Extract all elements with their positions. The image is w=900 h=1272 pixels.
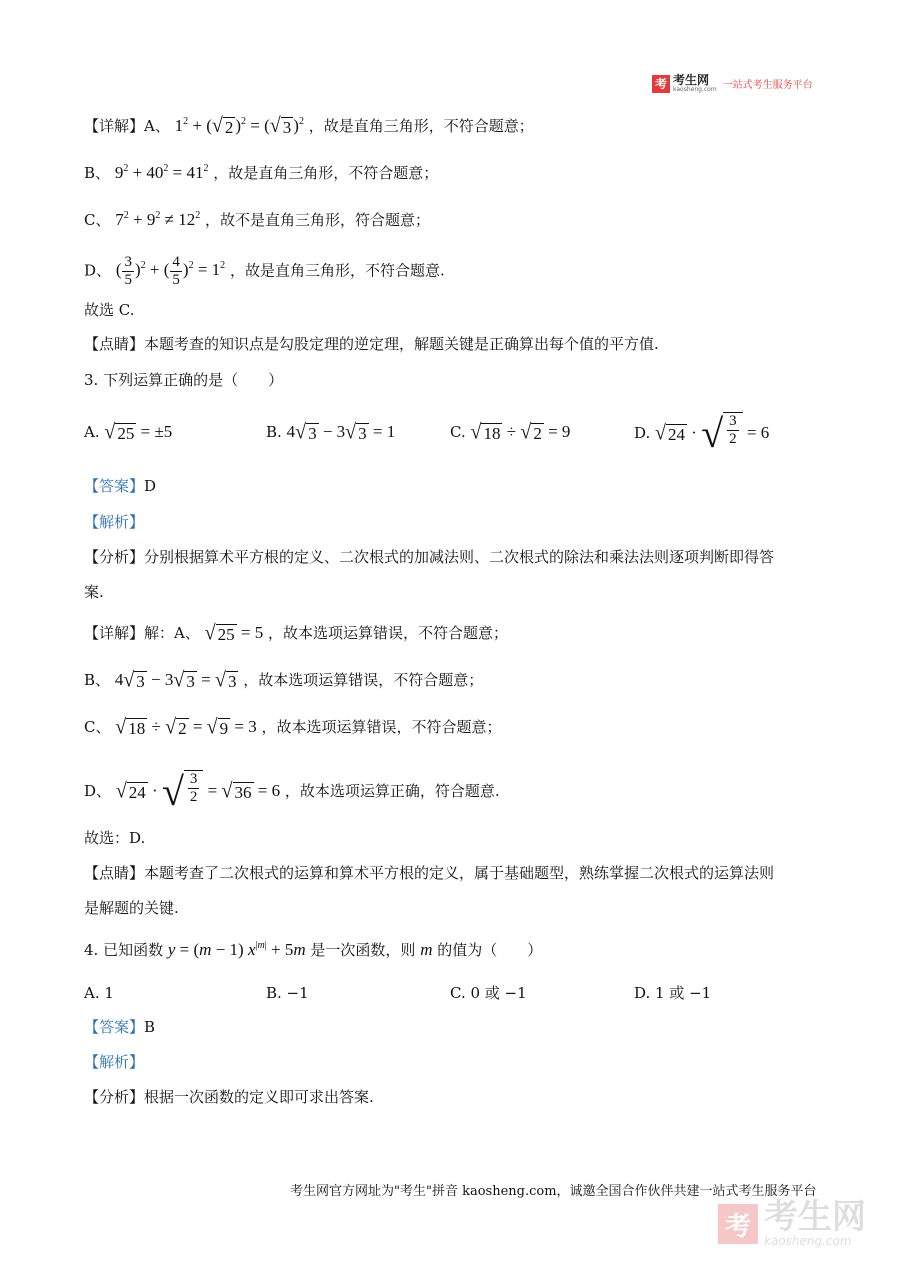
formula: √ 25 = ±5 <box>104 420 173 444</box>
header-logo <box>652 74 813 93</box>
q3-comment-line2: 是解题的关键. <box>84 899 179 917</box>
formula: $7^2 + 9^2 \ne 12^2$ <box>115 210 201 229</box>
stem-text: 的值为（ ） <box>437 941 543 959</box>
option-label: D、 <box>84 781 112 800</box>
option-label: D、 <box>84 261 112 280</box>
option-label: B. <box>266 423 282 441</box>
option-label: B、 <box>84 671 111 689</box>
q4-stem <box>84 938 542 962</box>
detail-text: ，故本选项运算错误，不符合题意； <box>243 671 484 689</box>
formula: 4 √ 3 − 3 √ 3 = √ 3 <box>114 668 237 692</box>
answer-value: B <box>144 1018 156 1036</box>
answer-tag: 【答案】 <box>84 1018 145 1036</box>
q4-analysis-tag: 【解析】 <box>84 1053 145 1071</box>
formula: √ 18 ÷ √ 2 = 9 <box>470 420 571 444</box>
q4-option-c: C. 0 或 −1 <box>450 984 527 1002</box>
q3-analysis-line1: 【分析】分别根据算术平方根的定义、二次根式的加减法则、二次根式的除法和乘法法则逐项判断即得答 <box>84 548 775 566</box>
option-label: C、 <box>84 718 111 736</box>
detail-text: ，故是直角三角形，不符合题意. <box>229 261 445 280</box>
q3-stem: 3. 下列运算正确的是（ ） <box>84 371 284 389</box>
q3-comment-line1: 【点睛】本题考查了二次根式的运算和算术平方根的定义，属于基础题型，熟练掌握二次根式的运算法则 <box>84 864 775 882</box>
q4-option-a: A. 1 <box>84 984 114 1002</box>
q3-analysis-line2: 案. <box>84 583 104 601</box>
q3-option-a <box>84 420 172 444</box>
q3-detail-d <box>84 770 500 814</box>
logo-url: kaosheng.com <box>673 86 717 93</box>
watermark-name: 考生网 <box>764 1197 866 1237</box>
stem-text: 是一次函数，则 <box>310 941 416 959</box>
logo-icon: 考 <box>652 75 670 93</box>
formula: √ 24 · √ $\frac{3}{2}$ = √ 36 = 6 <box>115 769 281 814</box>
q3-answer <box>84 474 156 498</box>
option-label: D. <box>634 423 651 442</box>
q4-option-b: B. −1 <box>266 984 309 1002</box>
q2-detail-d <box>84 254 445 289</box>
detail-text: ，故本选项运算错误，不符合题意； <box>267 624 508 642</box>
q3-choice: 故选：D. <box>84 829 146 847</box>
stem-text: 4. 已知函数 <box>84 941 164 959</box>
detail-text: ，故本选项运算错误，不符合题意； <box>261 718 502 736</box>
watermark <box>718 1197 866 1248</box>
formula: y = (m − 1) $x^{|m|} + 5m$ <box>167 940 306 959</box>
q2-choice: 故选 C. <box>84 301 135 319</box>
option-label: C、 <box>84 211 111 229</box>
logo-name: 考生网 <box>673 73 710 87</box>
detail-label: 【详解】解：A、 <box>84 624 200 642</box>
detail-text: ，故是直角三角形，不符合题意； <box>308 117 534 135</box>
option-label: A. <box>84 423 100 441</box>
q3-option-d <box>634 412 769 456</box>
q3-detail-c <box>84 715 502 739</box>
variable-m: m <box>420 940 433 959</box>
watermark-logo-icon: 考 <box>718 1204 758 1244</box>
q4-analysis: 【分析】根据一次函数的定义即可求出答案. <box>84 1088 374 1106</box>
answer-tag: 【答案】 <box>84 477 145 495</box>
q3-detail-b <box>84 668 483 692</box>
option-label: C. <box>450 423 466 441</box>
q3-option-b <box>266 420 395 444</box>
q2-detail-a <box>84 114 534 138</box>
q2-comment: 【点睛】本题考查的知识点是勾股定理的逆定理，解题关键是正确算出每个值的平方值. <box>84 335 659 353</box>
option-label: B、 <box>84 164 111 182</box>
formula: √ 25 = 5 <box>204 621 264 645</box>
formula: $1^2$ + ( √ 2 )$^2$ = ( √ 3 )$^2$ <box>174 114 304 138</box>
formula: √ 18 ÷ √ 2 = √ 9 = 3 <box>115 715 257 739</box>
q2-detail-c <box>84 208 430 232</box>
q3-option-c <box>450 420 570 444</box>
q3-analysis-tag: 【解析】 <box>84 513 145 531</box>
q4-answer <box>84 1015 155 1039</box>
detail-text: ，故不是直角三角形，符合题意； <box>204 211 430 229</box>
answer-value: D <box>144 477 157 495</box>
detail-text: ，故是直角三角形，不符合题意； <box>213 164 439 182</box>
logo-slogan: 一站式考生服务平台 <box>722 80 813 91</box>
formula: √ 24 · √ $\frac{3}{2}$ = 6 <box>655 411 770 456</box>
formula: ( $\frac{3}{5}$ )$^2$ + ( $\frac{4}{5}$ )$^2 = 1^2$ <box>115 254 226 288</box>
q4-option-d: D. 1 或 −1 <box>634 984 712 1002</box>
footer-text: 考生网官方网址为"考生"拼音 kaosheng.com，诚邀全国合作伙伴共建一站式考生服务平台 <box>290 1184 817 1199</box>
watermark-url: kaosheng.com <box>764 1234 852 1248</box>
detail-label: 【详解】A、 <box>84 117 170 135</box>
q2-detail-b <box>84 161 438 185</box>
detail-text: ，故本选项运算正确，符合题意. <box>284 781 500 800</box>
formula: 4 √ 3 − 3 √ 3 = 1 <box>286 420 396 444</box>
q3-detail-a <box>84 621 508 645</box>
formula: $9^2 + 40^2 = 41^2$ <box>114 163 209 182</box>
